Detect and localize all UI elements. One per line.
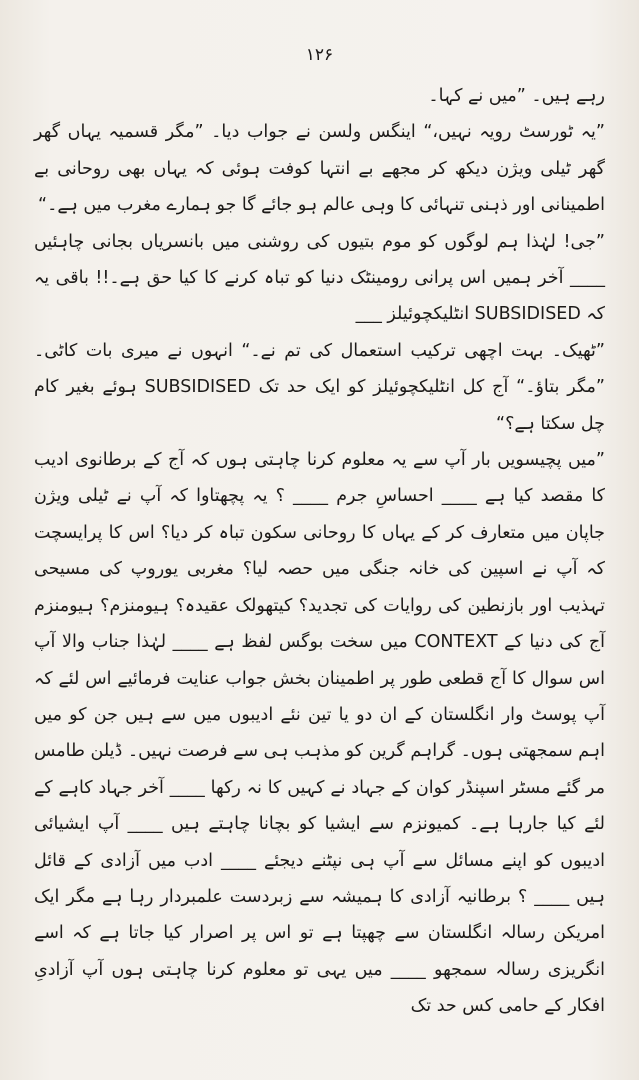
paragraph-4: ”ٹھیک۔ بہت اچھی ترکیب استعمال کی تم نے۔“ انہوں نے میری بات کاٹی۔ ”مگر بتاؤ۔“ آج کل انٹلیکچوئیلز کو ایک حد تک SUBSIDISED ہوئے بغیر کام چل سکتا ہے؟“ [34,340,605,434]
paragraph-5: ”میں پچیسویں بار آپ سے یہ معلوم کرنا چاہتی ہوں کہ آج کے برطانوی ادیب کا مقصد کیا ہے ____ احساسِ جرم ____ ؟ یہ پچھتاوا کہ آپ نے ٹیلی ویژن جاپان میں متعارف کر کے یہاں کا روحانی سکون تباہ کر دیا؟ اس کا پرایسچت کہ آپ نے اسپین کی خانہ جنگی میں حصہ لیا؟ مغربی یوروپ کی مسیحی تہذیب اور بازنطین کی روایات کی تجدید؟ کیتھولک عقیدہ؟ ہیومنزم؟ ہیومنزم آج کی دنیا کے CONTEXT میں سخت بوگس لفظ ہے ____ لہٰذا جناب والا آپ اس سوال کا آج قطعی طور پر اطمینان بخش جواب عنایت فرمائیے اس لئے کہ آپ پوسٹ وار انگلستان کے ان دو یا تین نئے ادیبوں میں سے ہیں جن کو میں اہم سمجھتی ہوں۔ گراہم گرین کو مذہب ہی سے فرصت نہیں۔ ڈیلن طامس مر گئے مسٹر اسپنڈر کوان کے جہاد نے کہیں کا نہ رکھا ____ آخر جہاد کاہے کے لئے کیا جارہا ہے۔ کمیونزم سے ایشیا کو بچانا چاہتے ہیں ____ آپ ایشیائی ادیبوں کو اپنے مسائل سے آپ ہی نپٹنے دیجئے ____ ادب میں آزادی کے قائل ہیں ____ ؟ برطانیہ آزادی کا ہمیشہ سے زبردست علمبردار رہا ہے مگر ایک امریکن رسالہ انگلستان سے چھپتا ہے تو اس پر اصرار کیا جاتا ہے کہ اسے انگریزی رسالہ سمجھو ____ میں یہی تو معلوم کرنا چاہتی ہوں آپ آزادیِ افکار کے حامی کس حد تک [34,450,605,1017]
body-text [34,78,605,1025]
paragraph-3: ”جی! لہٰذا ہم لوگوں کو موم بتیوں کی روشنی میں بانسریاں بجانی چاہئیں ____ آخر ہمیں اس پرانی رومینٹک دنیا کو تباہ کرنے کا کیا حق ہے۔!! باقی یہ کہ SUBSIDISED انٹلیکچوئیلز ___ [34,231,605,325]
paragraph-2: ”یہ ٹورسٹ رویہ نہیں،“ اینگس ولسن نے جواب دیا۔ ”مگر قسمیہ یہاں گھر گھر ٹیلی ویژن دیکھ کر مجھے بے انتہا کوفت ہوئی کہ یہاں بھی روحانی بے اطمینانی اور ذہنی تنہائی کا وہی عالم ہو جائے گا جو ہمارے مغرب میں ہے۔“ [34,122,605,216]
page-number: ۱۲۶ [305,45,334,65]
paragraph-1: رہے ہیں۔ ”میں نے کہا۔ [428,86,605,106]
